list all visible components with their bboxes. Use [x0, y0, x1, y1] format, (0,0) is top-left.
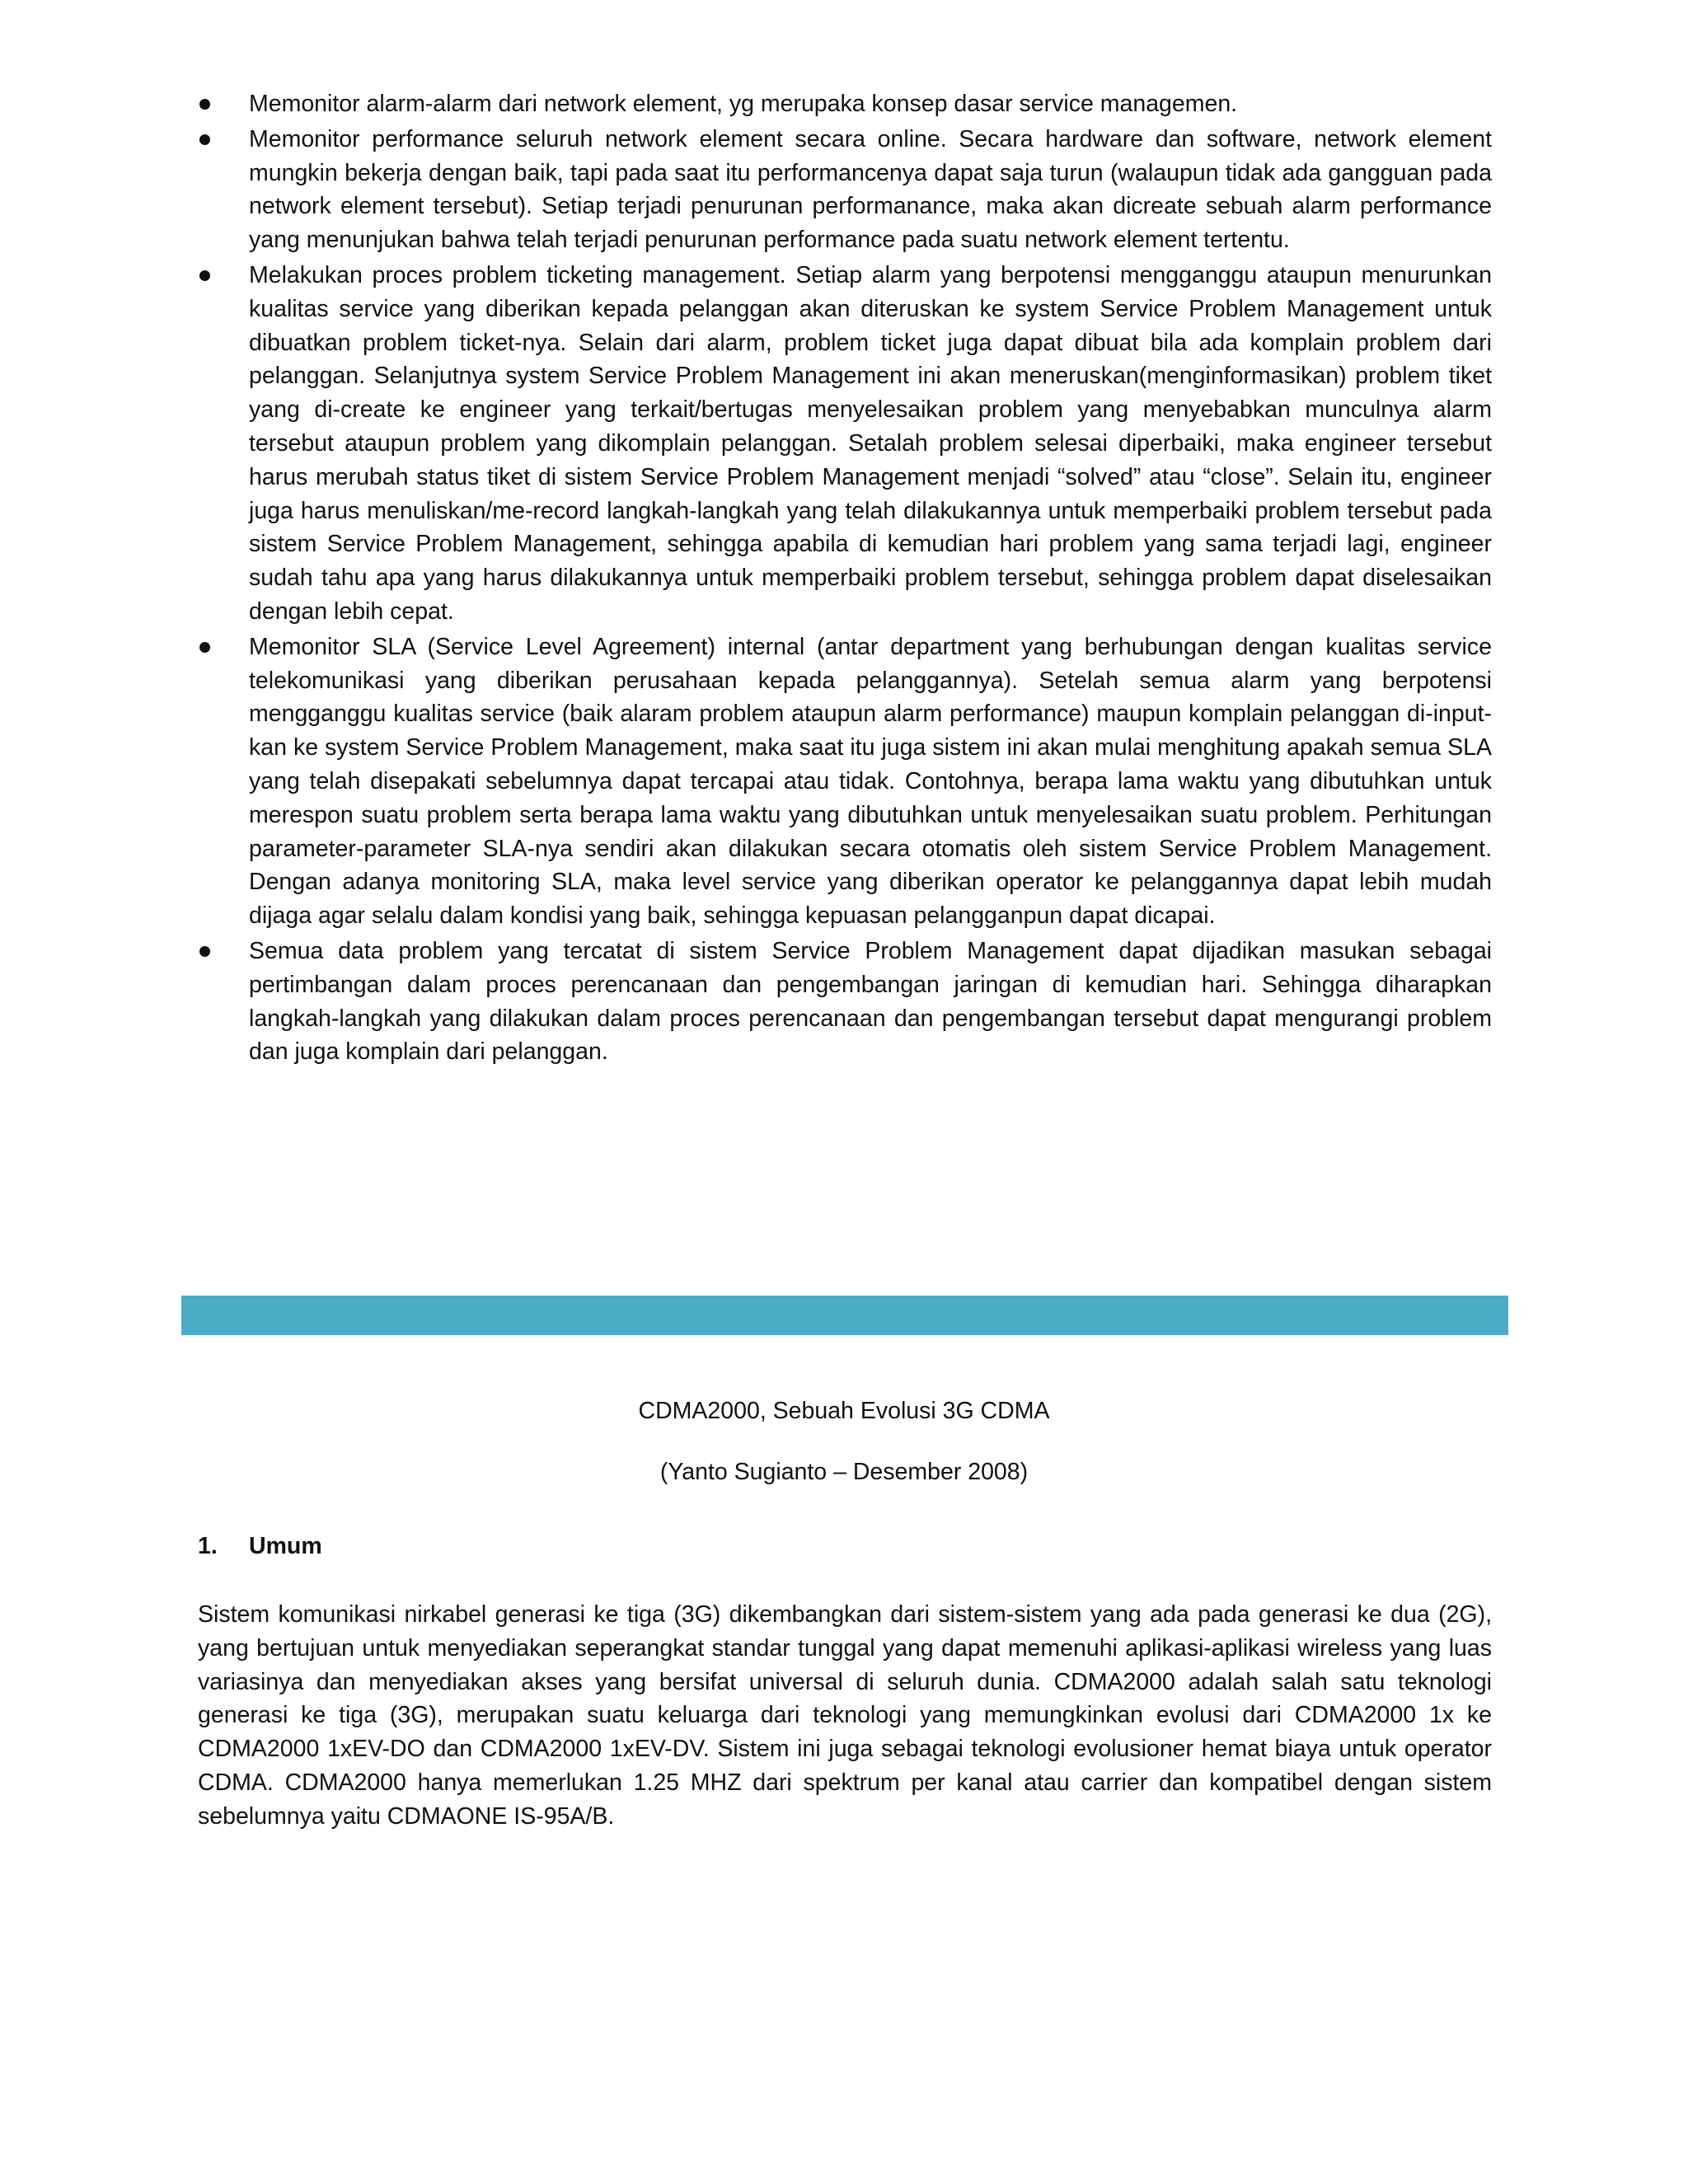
list-item-text: Semua data problem yang tercatat di sistem Service Problem Management dapat dijadikan masukan sebagai pertimbangan dalam proces perencanaan dan pengembangan jaringan di kemudian hari. Sehingga diharapkan langkah-langkah yang dilakukan dalam proces perencanaan dan pengembangan tersebut dapat mengurangi problem dan juga komplain dari pelanggan. — [249, 937, 1492, 1066]
list-item-text: Memonitor SLA (Service Level Agreement) internal (antar department yang berhubungan dengan kualitas service telekomunikasi yang diberikan perusahaan kepada pelanggannya). Setelah semua alarm yang berpotensi mengganggu kualitas service (baik alaram problem ataupun alarm performance) maupun komplain pelanggan di-input-kan ke system Service Problem Management, maka saat itu juga sistem ini akan mulai menghitung apakah semua SLA yang telah disepakati sebelumnya dapat tercapai atau tidak. Contohnya, berapa lama waktu yang dibutuhkan untuk merespon suatu problem serta berapa lama waktu yang dibutuhkan untuk menyelesaikan suatu problem. Perhitungan parameter-parameter SLA-nya sendiri akan dilakukan secara otomatis oleh sistem Service Problem Management. Dengan adanya monitoring SLA, maka level service yang diberikan operator ke pelanggannya dapat lebih mudah dijaga agar selalu dalam kondisi yang baik, sehingga kepuasan pelangganpun dapat dicapai. — [249, 633, 1492, 930]
list-item-text: Memonitor performance seluruh network element secara online. Secara hardware dan software, network element mungkin bekerja dengan baik, tapi pada saat itu performancenya dapat saja turun (walaupun tidak ada gangguan pada network element tersebut). Setiap terjadi penurunan performanance, maka akan dicreate sebuah alarm performance yang menunjukan bahwa telah terjadi penurunan performance pada suatu network element tertentu. — [249, 125, 1492, 254]
article-title: CDMA2000, Sebuah Evolusi 3G CDMA — [638, 1398, 1050, 1424]
list-item — [198, 630, 1492, 933]
list-item-text: Melakukan proces problem ticketing management. Setiap alarm yang berpotensi mengganggu ataupun menurunkan kualitas service yang diberikan kepada pelanggan akan diteruskan ke system Service Problem Management untuk dibuatkan problem ticket-nya. Selain dari alarm, problem ticket juga dapat dibuat bila ada komplain problem dari pelanggan. Selanjutnya system Service Problem Management ini akan meneruskan(menginformasikan) problem tiket yang di-create ke engineer yang terkait/bertugas menyelesaikan problem yang menyebabkan munculnya alarm tersebut ataupun problem yang dikomplain pelanggan. Setalah problem selesai diperbaiki, maka engineer tersebut harus merubah status tiket di sistem Service Problem Management menjadi “solved” atau “close”. Selain itu, engineer juga harus menuliskan/me-record langkah-langkah yang telah dilakukannya untuk memperbaiki problem tersebut pada sistem Service Problem Management, sehingga apabila di kemudian hari problem yang sama terjadi lagi, engineer sudah tahu apa yang harus dilakukannya untuk memperbaiki problem tersebut, sehingga problem dapat diselesaikan dengan lebih cepat. — [249, 261, 1492, 625]
list-item — [198, 259, 1492, 629]
section-divider-band — [181, 1296, 1508, 1335]
bullet-icon — [199, 99, 210, 110]
article-byline: (Yanto Sugianto – Desember 2008) — [659, 1459, 1029, 1485]
section-heading — [198, 1530, 322, 1563]
section-number: 1. — [198, 1533, 218, 1559]
section-heading-text: Umum — [249, 1533, 322, 1559]
bullet-list — [198, 87, 1492, 1071]
section-body-paragraph: Sistem komunikasi nirkabel generasi ke tiga (3G) dikembangkan dari sistem-sistem yang ada pada generasi ke dua (2G), yang bertujuan untuk menyediakan seperangkat standar tunggal yang dapat memenuhi aplikasi-aplikasi wireless yang luas variasinya dan menyediakan akses yang bersifat universal di seluruh dunia. CDMA2000 adalah salah satu teknologi generasi ke tiga (3G), merupakan suatu keluarga dari teknologi yang memungkinkan evolusi dari CDMA2000 1x ke CDMA2000 1xEV-DO dan CDMA2000 1xEV-DV. Sistem ini juga sebagai teknologi evolusioner hemat biaya untuk operator CDMA. CDMA2000 hanya memerlukan 1.25 MHZ dari spektrum per kanal atau carrier dan kompatibel dengan sistem sebelumnya yaitu CDMAONE IS-95A/B. — [198, 1601, 1492, 1830]
bullet-icon — [199, 134, 210, 145]
list-item — [198, 87, 1492, 121]
list-item — [198, 935, 1492, 1069]
bullet-icon — [199, 946, 210, 957]
list-item-text: Memonitor alarm-alarm dari network element, yg merupaka konsep dasar service managemen. — [249, 91, 1238, 117]
bullet-icon — [199, 270, 210, 281]
bullet-icon — [199, 642, 210, 653]
list-item — [198, 123, 1492, 257]
